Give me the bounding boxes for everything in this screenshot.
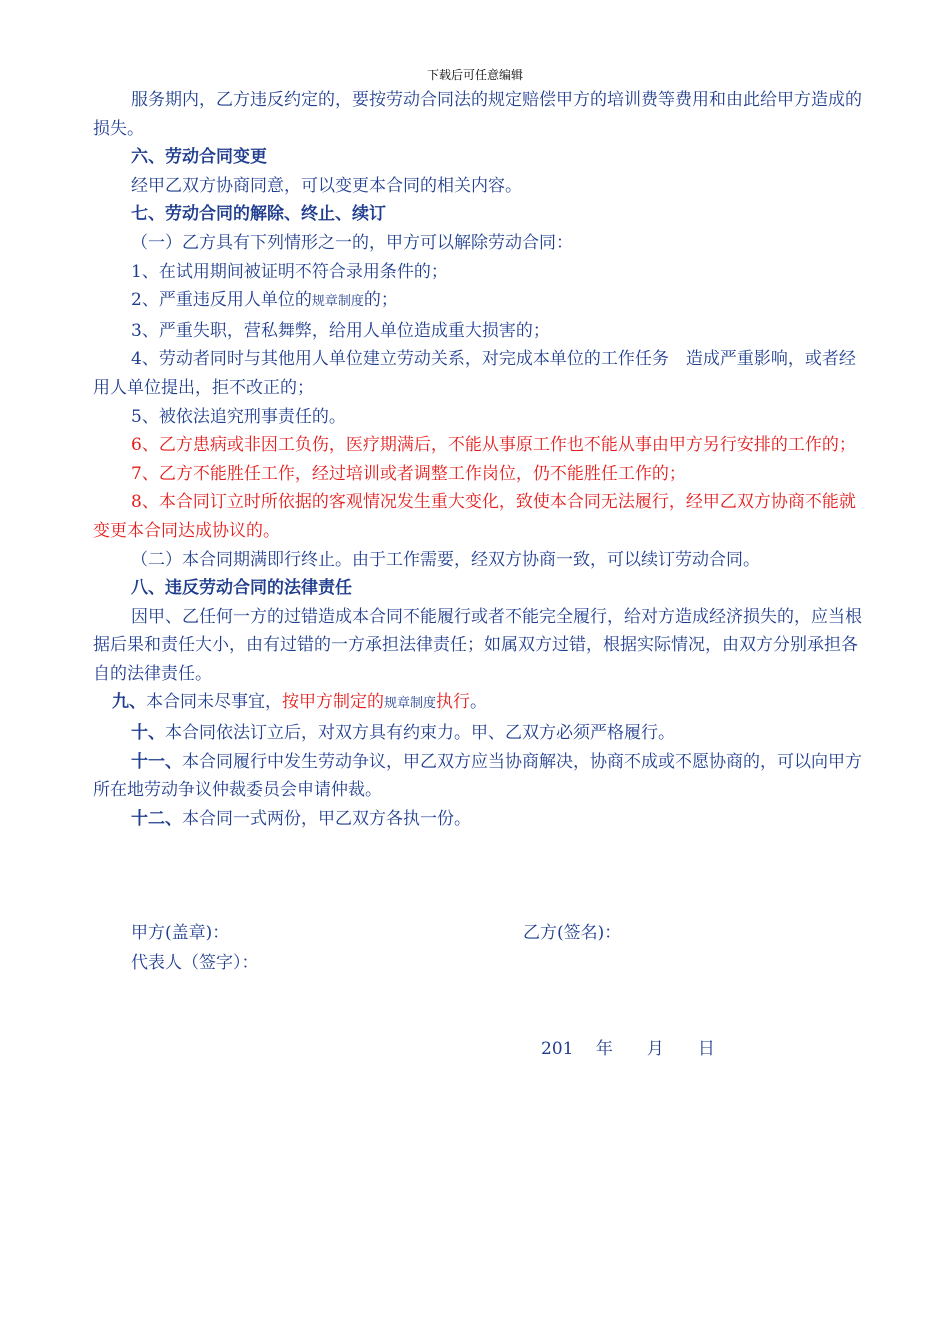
section-7-item-1: 1、在试用期间被证明不符合录用条件的；: [131, 261, 448, 282]
section-12-body: 本合同一式两份，甲乙双方各执一份。: [182, 808, 471, 829]
section-7-item-2: [93, 286, 863, 317]
section-6-title: 六、劳动合同变更: [131, 147, 267, 168]
rules-term: 规章制度: [311, 294, 364, 310]
section-11-body: 本合同履行中发生劳动争议，甲乙双方应当协商解决，协商不成或不愿协商的，可以向甲方所在地劳动争议仲裁委员会申请仲裁。: [93, 751, 862, 801]
party-a-seal-label: 甲方(盖章)：: [131, 923, 230, 943]
section-9-end: 。: [470, 692, 488, 713]
section-6-body: 经甲乙双方协商同意，可以变更本合同的相关内容。: [131, 175, 522, 196]
section-9-label: 九、: [112, 692, 146, 713]
section-9: [93, 688, 863, 719]
service-period-paragraph: 服务期内，乙方违反约定的，要按劳动合同法的规定赔偿甲方的培训费等费用和由此给甲方造成的损失。: [93, 90, 862, 139]
section-7-subsection-2: （二）本合同期满即行终止。由于工作需要，经双方协商一致，可以续订劳动合同。: [131, 549, 760, 570]
section-9-red-text: 按甲方制定的: [282, 692, 384, 713]
section-8-body: 因甲、乙任何一方的过错造成本合同不能履行或者不能完全履行，给对方造成经济损失的，应当根据后果和责任大小，由有过错的一方承担法律责任；如属双方过错，根据实际情况，由双方分别承担各自的法律责任。: [93, 606, 862, 684]
page-header: 下载后可任意编辑: [426, 68, 523, 82]
section-7-subsection-1: （一）乙方具有下列情形之一的，甲方可以解除劳动合同：: [131, 232, 573, 253]
section-7-item-8: 8、本合同订立时所依据的客观情况发生重大变化，致使本合同无法履行，经甲乙双方协商不能就变更本合同达成协议的。: [93, 492, 856, 541]
section-10: [93, 719, 863, 748]
representative-signature-label: 代表人（签字）：: [131, 953, 259, 973]
section-9-rules-term: 规章制度: [384, 696, 437, 712]
section-12: [93, 805, 863, 834]
section-7-item-7: 7、乙方不能胜任工作，经过培训或者调整工作岗位，仍不能胜任工作的；: [131, 463, 686, 484]
section-7-item-3: 3、严重失职，营私舞弊，给用人单位造成重大损害的；: [131, 320, 550, 341]
item-2-end: 的；: [363, 290, 398, 311]
section-10-label: 十、: [131, 723, 165, 744]
section-12-label: 十二、: [131, 808, 182, 829]
section-10-body: 本合同依法订立后，对双方具有约束力。甲、乙双方必须严格履行。: [165, 723, 675, 744]
section-7-item-4: 4、劳动者同时与其他用人单位建立劳动关系，对完成本单位的工作任务 造成严重影响，或者经用人单位提出，拒不改正的；: [93, 349, 856, 398]
contract-body: [93, 86, 863, 833]
section-7-item-6: 6、乙方患病或非因工负伤，医疗期满后，不能从事原工作也不能从事由甲方另行安排的工作的；: [131, 435, 856, 456]
section-7-item-5: 5、被依法追究刑事责任的。: [131, 406, 346, 427]
party-b-signature-label: 乙方(签名)：: [523, 923, 622, 943]
section-11: [93, 748, 863, 805]
section-9-execute: 执行: [436, 692, 471, 713]
item-2-text: 2、严重违反用人单位的: [131, 290, 312, 311]
signing-date: 201 年 月 日: [541, 1039, 715, 1059]
section-7-title: 七、劳动合同的解除、终止、续订: [131, 204, 386, 225]
section-8-title: 八、违反劳动合同的法律责任: [131, 578, 352, 599]
section-9-text: 本合同未尽事宜，: [146, 692, 282, 713]
section-11-label: 十一、: [131, 751, 182, 772]
